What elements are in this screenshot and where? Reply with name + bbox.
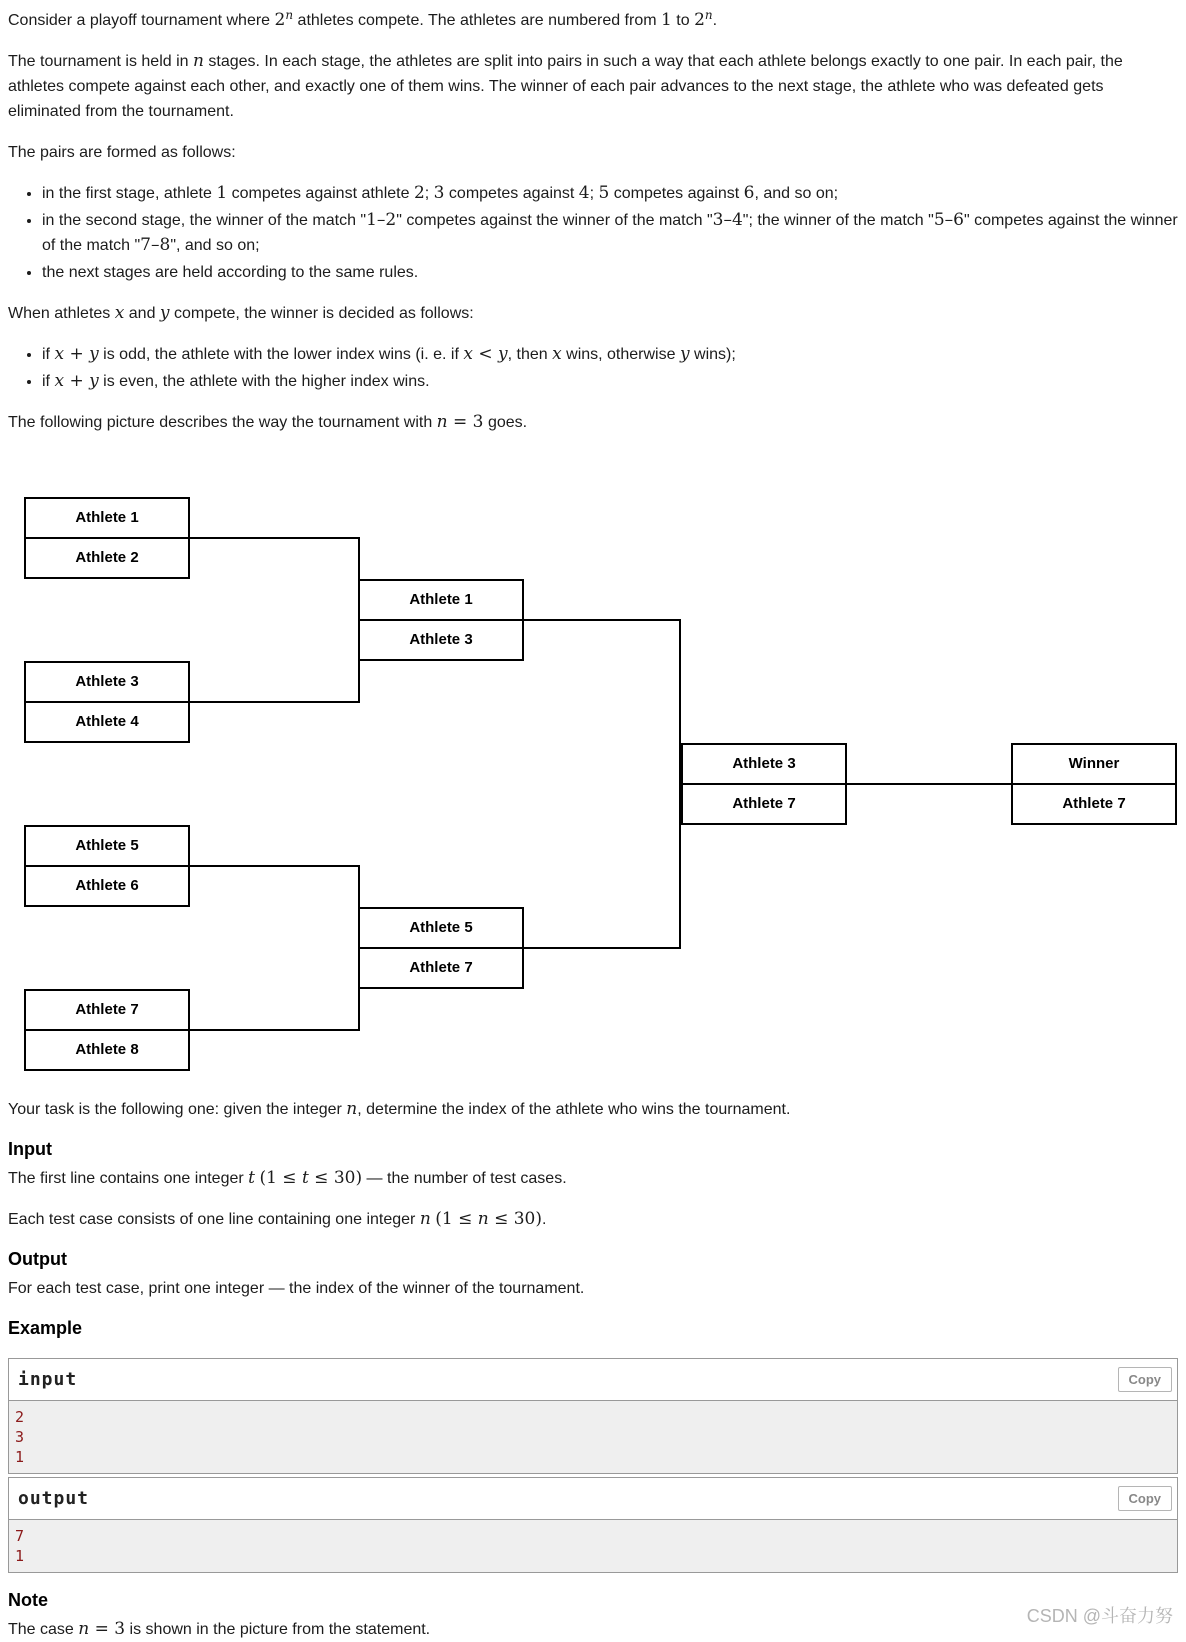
math-run: 2 — [274, 10, 286, 30]
text-run: stages. In each stage, the athletes are split into pairs in such a way that each athlete belongs exactly to one pair. In each pair, the athletes compete against each other, and exactly one of them wins. The winner of each pair advances to the next stage, the athlete who was defeated gets eliminated from the tournament. — [8, 53, 1123, 120]
text-run: the next stages are held according to the same rules. — [42, 264, 419, 281]
math-run: t — [248, 1168, 255, 1188]
input-paragraph-1 — [8, 1166, 1178, 1191]
text-run: "; the winner of the match " — [742, 212, 934, 229]
bracket-connector — [190, 1029, 360, 1031]
math-run: < — [472, 344, 498, 364]
math-run: ≤ 30) — [308, 1168, 363, 1188]
math-run: n — [285, 8, 294, 22]
text-run: if — [42, 346, 55, 363]
bracket-box-athlete-3: Athlete 3 — [358, 619, 524, 661]
math-run: x — [463, 344, 473, 364]
math-run: 4 — [578, 183, 590, 203]
list-item — [42, 369, 1178, 394]
sample-input-code — [9, 1401, 1177, 1473]
math-run: 1–2 — [366, 210, 397, 230]
section-title-note: Note — [8, 1590, 48, 1610]
math-run: n — [436, 412, 448, 432]
sample-input-block — [8, 1358, 1178, 1474]
math-run: x — [114, 303, 125, 323]
text-run: Your task is the following one: given the integer — [8, 1101, 347, 1118]
text-run: The tournament is held in — [8, 53, 193, 70]
bracket-box-athlete-3: Athlete 3 — [681, 743, 847, 785]
output-paragraph-1 — [8, 1276, 1178, 1301]
bracket-connector — [847, 783, 1011, 785]
bracket-diagram — [8, 497, 1178, 1071]
text-run: is even, the athlete with the higher index wins. — [98, 373, 430, 390]
bracket-connector — [190, 701, 360, 703]
bracket-box-athlete-4: Athlete 4 — [24, 701, 190, 743]
math-run: ≤ 30) — [488, 1209, 542, 1229]
code-line: 1 — [15, 1448, 25, 1466]
text-run: , then — [507, 346, 553, 363]
sample-output-code — [9, 1520, 1177, 1572]
text-run: The first line contains one integer — [8, 1170, 249, 1187]
code-line: 2 — [15, 1408, 25, 1426]
bracket-box-athlete-5: Athlete 5 — [24, 825, 190, 867]
text-run: — the number of test cases. — [362, 1170, 567, 1187]
section-title-input: Input — [8, 1139, 52, 1159]
math-run: t — [301, 1168, 309, 1188]
math-run: y — [498, 344, 508, 364]
math-run: 5 — [598, 183, 610, 203]
sample-input-label: input — [18, 1368, 78, 1390]
section-title-output: Output — [8, 1249, 67, 1269]
winner-rule-paragraph — [8, 301, 1178, 326]
code-line: 1 — [15, 1547, 25, 1565]
bracket-connector — [524, 947, 681, 949]
math-run: + — [64, 371, 90, 391]
text-run: Each test case consists of one line containing one integer — [8, 1211, 420, 1228]
text-run: ; — [589, 185, 599, 202]
text-run: is shown in the picture from the statement. — [125, 1621, 431, 1638]
math-run: (1 ≤ — [259, 1168, 302, 1188]
bracket-connector — [190, 537, 360, 539]
text-run: For each test case, print one integer — the index of the winner of the tournament. — [8, 1280, 585, 1297]
math-run: 2 — [413, 183, 425, 203]
text-run: in the second stage, the winner of the match " — [42, 212, 367, 229]
math-run: x — [54, 344, 65, 364]
text-run: athletes compete. The athletes are numbered from — [293, 12, 661, 29]
copy-input-button[interactable]: Copy — [1118, 1367, 1173, 1392]
text-run: wins, otherwise — [561, 346, 680, 363]
note-paragraph — [8, 1617, 1178, 1642]
code-line: 7 — [15, 1527, 25, 1545]
text-run: in the first stage, athlete — [42, 185, 217, 202]
bracket-box-athlete-6: Athlete 6 — [24, 865, 190, 907]
math-run: (1 ≤ — [435, 1209, 478, 1229]
text-run: goes. — [483, 414, 528, 431]
bracket-box-athlete-3: Athlete 3 — [24, 661, 190, 703]
bracket-box-athlete-7: Athlete 7 — [681, 783, 847, 825]
text-run: is odd, the athlete with the lower index wins (i. e. if — [98, 346, 464, 363]
section-title-example: Example — [8, 1318, 83, 1338]
math-run: + — [64, 344, 90, 364]
input-paragraph-2 — [8, 1207, 1178, 1232]
bracket-box-athlete-8: Athlete 8 — [24, 1029, 190, 1071]
sample-tests — [8, 1358, 1178, 1573]
math-run: y — [89, 344, 99, 364]
text-run: , determine the index of the athlete who wins the tournament. — [357, 1101, 791, 1118]
bracket-box-athlete-1: Athlete 1 — [24, 497, 190, 539]
sample-input-header — [9, 1359, 1177, 1401]
math-run: = 3 — [89, 1619, 126, 1639]
text-run: , and so on; — [754, 185, 839, 202]
math-run: 3 — [433, 183, 445, 203]
list-item — [42, 181, 1178, 206]
math-run: 2 — [694, 10, 705, 30]
winner-rules-list — [8, 342, 1178, 394]
list-item — [42, 208, 1178, 258]
bracket-box-athlete-1: Athlete 1 — [358, 579, 524, 621]
math-run: n — [193, 51, 204, 71]
intro-paragraph-3 — [8, 140, 1178, 165]
sample-output-label: output — [18, 1487, 90, 1509]
text-run: Consider a playoff tournament where — [8, 12, 275, 29]
list-item — [42, 260, 1178, 285]
text-run: and — [124, 305, 160, 322]
text-run: competes against — [444, 185, 579, 202]
math-run: n — [704, 8, 713, 22]
intro-paragraph-1 — [8, 8, 1178, 33]
text-run: When athletes — [8, 305, 115, 322]
bracket-connector — [190, 865, 360, 867]
text-run: The case — [8, 1621, 79, 1638]
text-run: competes against — [609, 185, 744, 202]
math-run: n — [477, 1209, 489, 1229]
pair-rules-list — [8, 181, 1178, 285]
text-run: " competes against the winner of the match " — [396, 212, 713, 229]
bracket-connector — [358, 865, 360, 1031]
text-run: to — [671, 12, 695, 29]
bracket-box-athlete-7: Athlete 7 — [358, 947, 524, 989]
math-run: n — [419, 1209, 431, 1229]
problem-statement — [8, 8, 1178, 1642]
text-run: if — [42, 373, 55, 390]
list-item — [42, 342, 1178, 367]
intro-paragraph-2 — [8, 49, 1178, 124]
text-run: competes against athlete — [227, 185, 414, 202]
math-run: 6 — [743, 183, 755, 203]
sample-output-block — [8, 1477, 1178, 1573]
csdn-watermark: CSDN @斗奋力努 — [1026, 1606, 1173, 1626]
bracket-box-winner: Winner — [1011, 743, 1177, 785]
math-run: 1 — [661, 10, 672, 30]
math-run: n — [346, 1099, 358, 1119]
math-run: 5–6 — [933, 210, 964, 230]
text-run: . — [712, 12, 718, 29]
bracket-box-athlete-2: Athlete 2 — [24, 537, 190, 579]
bracket-box-athlete-7: Athlete 7 — [24, 989, 190, 1031]
math-run: y — [159, 303, 170, 323]
math-run: 3–4 — [712, 210, 743, 230]
math-run: x — [54, 371, 65, 391]
text-run: " competes against the winner of the match " — [42, 212, 1178, 254]
bracket-box-athlete-7: Athlete 7 — [1011, 783, 1177, 825]
copy-output-button[interactable]: Copy — [1118, 1486, 1173, 1511]
bracket-connector — [679, 619, 681, 949]
bracket-connector — [358, 537, 360, 703]
math-run: x — [552, 344, 562, 364]
sample-output-header — [9, 1478, 1177, 1520]
math-run: n — [78, 1619, 90, 1639]
text-run: compete, the winner is decided as follows: — [169, 305, 474, 322]
code-line: 3 — [15, 1428, 25, 1446]
picture-intro-paragraph — [8, 410, 1178, 435]
math-run: 7–8 — [140, 235, 171, 255]
bracket-connector — [524, 619, 681, 621]
text-run: wins); — [689, 346, 736, 363]
math-run: 1 — [216, 183, 228, 203]
task-paragraph — [8, 1097, 1178, 1122]
text-run: The pairs are formed as follows: — [8, 144, 236, 161]
text-run: ; — [424, 185, 434, 202]
text-run: . — [542, 1211, 547, 1228]
math-run: = 3 — [447, 412, 484, 432]
text-run: The following picture describes the way the tournament with — [8, 414, 437, 431]
text-run: ", and so on; — [170, 237, 260, 254]
bracket-box-athlete-5: Athlete 5 — [358, 907, 524, 949]
math-run: y — [679, 344, 690, 364]
math-run: y — [89, 371, 99, 391]
